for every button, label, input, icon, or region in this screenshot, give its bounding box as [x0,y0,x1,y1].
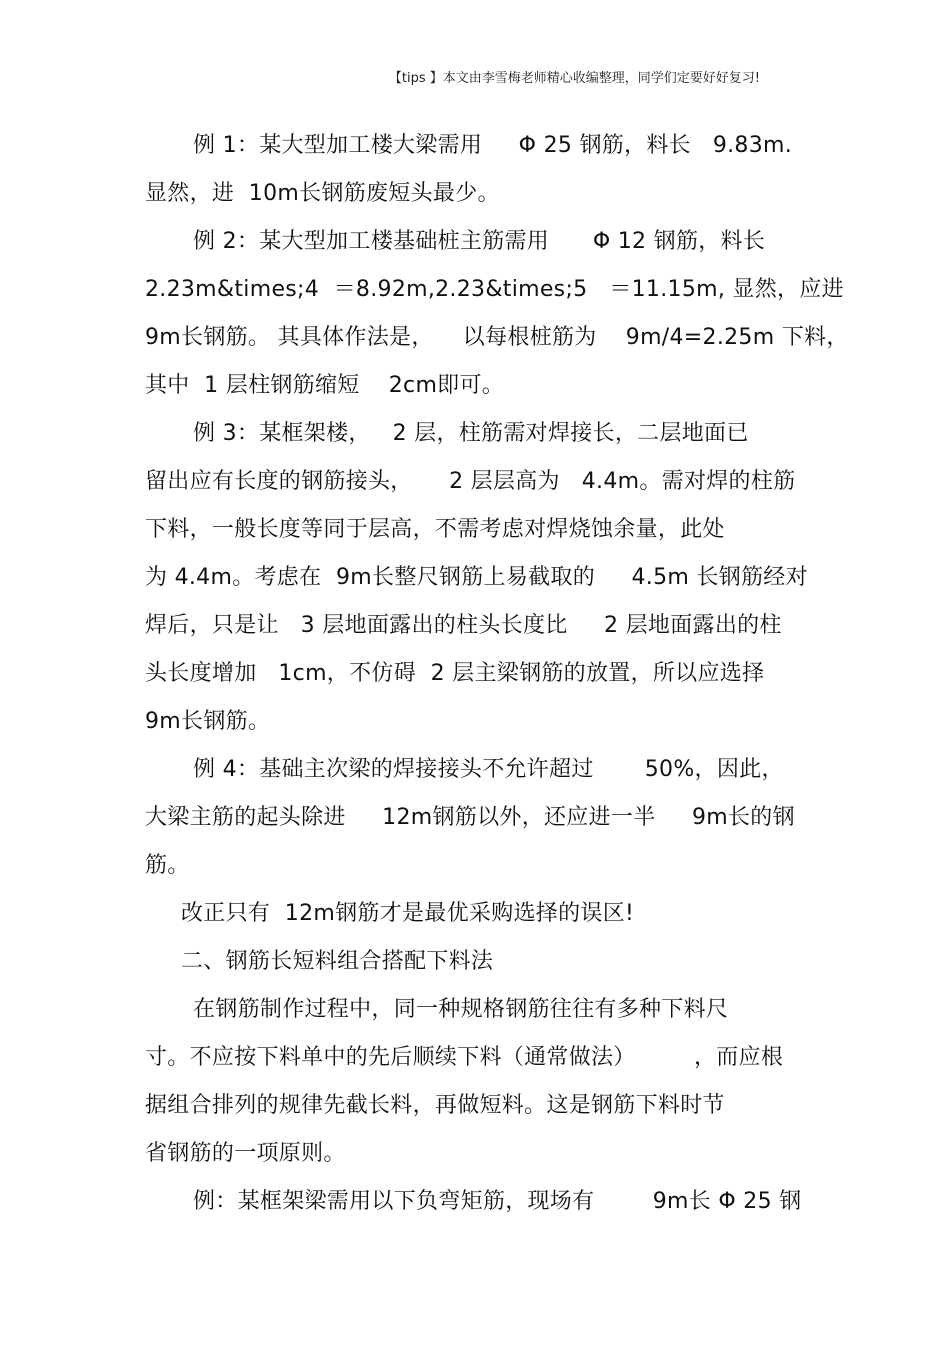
text-line: 下料，一般长度等同于层高，不需考虑对焊烧蚀余量，此处 [145,517,725,542]
text-line: 其中 1 层柱钢筋缩短 2cm即可。 [145,373,505,398]
text-line: 留出应有长度的钢筋接头， 2 层层高为 4.4m。需对焊的柱筋 [145,469,796,494]
text-line: 例 2：某大型加工楼基础桩主筋需用 Φ 12 钢筋，料长 [193,229,766,254]
text-line: 例：某框架梁需用以下负弯矩筋，现场有 9m长 Φ 25 钢 [193,1189,802,1214]
text-line: 据组合排列的规律先截长料，再做短料。这是钢筋下料时节 [145,1093,725,1118]
text-line: 2.23m&times;4 ＝8.92m,2.23&times;5 ＝11.15m, 显然，应进 [145,277,844,302]
text-line: 例 4：基础主次梁的焊接接头不允许超过 50%，因此， [193,757,784,782]
text-line: 在钢筋制作过程中，同一种规格钢筋往往有多种下料尺 [193,997,729,1022]
text-line: 显然，进 10m长钢筋废短头最少。 [145,181,500,206]
text-line: 省钢筋的一项原则。 [145,1141,346,1166]
text-line: 例 1：某大型加工楼大梁需用 Φ 25 钢筋，料长 9.83m. [193,133,793,158]
text-line: 焊后，只是让 3 层地面露出的柱头长度比 2 层地面露出的柱 [145,613,782,638]
text-line: 为 4.4m。考虑在 9m长整尺钢筋上易截取的 4.5m 长钢筋经对 [145,565,808,590]
text-line: 例 3：某框架楼， 2 层，柱筋需对焊接长，二层地面已 [193,421,749,446]
header-tip: 【tips 】本文由李雪梅老师精心收编整理，同学们定要好好复习! [388,71,760,86]
text-line: 头长度增加 1cm，不仿碍 2 层主梁钢筋的放置，所以应选择 [145,661,765,686]
text-line: 大梁主筋的起头除进 12m钢筋以外，还应进一半 9m长的钢 [145,805,795,830]
text-line: 筋。 [145,853,190,878]
section-heading: 二、钢筋长短料组合搭配下料法 [181,949,494,974]
text-line: 寸。不应按下料单中的先后顺续下料（通常做法） ，而应根 [145,1045,784,1070]
text-line: 9m长钢筋。 其具体作法是， 以每根桩筋为 9m/4=2.25m 下料， [145,325,849,350]
text-line: 改正只有 12m钢筋才是最优采购选择的误区! [181,901,635,926]
text-line: 9m长钢筋。 [145,709,271,734]
